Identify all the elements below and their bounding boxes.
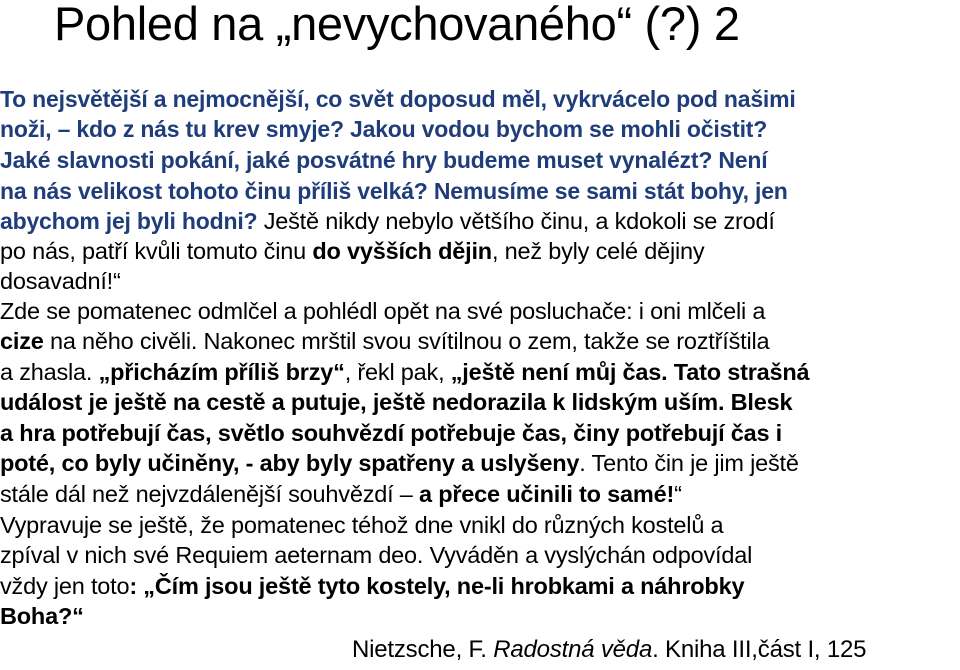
narration-line-10-text: vždy jen toto (0, 573, 130, 599)
quote-line-4: na nás velikost tohoto činu příliš velká? Nemusíme se sami stát bohy, jen (0, 178, 788, 204)
quote-line-6-text-b: , než byly celé dějiny (491, 238, 705, 264)
narration-line-7-text-a: stále dál než nejvzdálenější souhvězdí – (0, 481, 419, 507)
narration-line-2-text: na něho civěli. Nakonec mrštil svou svítilnou o zem, takže se roztříštila (43, 328, 770, 354)
page-title: Pohled na „nevychovaného“ (?) 2 (54, 0, 740, 50)
narration-line-10 (0, 573, 744, 600)
narration-line-7 (0, 481, 682, 508)
narration-line-3-bold-1: „přicházím příliš brzy“ (98, 359, 345, 385)
narration-line-3-bold-2: „ještě není můj čas. Tato strašná (450, 359, 810, 385)
narration-line-7-text-b: “ (674, 481, 682, 507)
narration-line-1: Zde se pomatenec odmlčel a pohlédl opět na své posluchače: i oni mlčeli a (0, 298, 766, 324)
quote-line-5-text: Ještě nikdy nebylo většího činu, a kdokoli se zrodí (257, 208, 775, 234)
narration-line-6 (0, 450, 799, 477)
narration-line-5: a hra potřebují čas, světlo souhvězdí potřebuje čas, činy potřebují čas i (0, 420, 783, 446)
narration-line-6-bold: poté, co byly učiněny, - aby byly spatřeny a uslyšeny (0, 450, 580, 476)
narration-line-3-text-a: a zhasla. (0, 359, 99, 385)
quote-line-3: Jaké slavnosti pokání, jaké posvátné hry budeme muset vynalézt? Není (0, 147, 768, 173)
narration-line-8: Vypravuje se ještě, že pomatenec téhož dne vnikl do různých kostelů a (0, 512, 724, 538)
citation (352, 636, 866, 664)
narration-line-7-bold: a přece učinili to samé! (419, 481, 675, 507)
narration-line-2-bold: cize (0, 328, 44, 354)
narration-line-3 (0, 359, 809, 386)
quote-line-5-emphasis: abychom jej byli hodni? (0, 208, 258, 234)
quote-line-6-text-a: po nás, patří kvůli tomuto činu (0, 238, 313, 264)
quote-line-1: To nejsvětější a nejmocnější, co svět doposud měl, vykrvácelo pod našimi (0, 86, 796, 112)
quote-line-2: noži, – kdo z nás tu krev smyje? Jakou vodou bychom se mohli očistit? (0, 116, 768, 142)
citation-work-title: Radostná věda (493, 636, 653, 663)
quote-line-6-bold: do vyšších dějin (312, 238, 492, 264)
narration-line-6-text: . Tento čin je jim ještě (579, 450, 799, 476)
quote-line-7: dosavadní!“ (0, 268, 121, 294)
narration-line-10-bold: : „Čím jsou ještě tyto kostely, ne-li hrobkami a náhrobky (129, 573, 745, 599)
citation-author: Nietzsche, F. (352, 636, 494, 663)
narration-line-9: zpíval v nich své Requiem aeternam deo. Vyváděn a vyslýchán odpovídal (0, 542, 753, 568)
citation-reference: . Kniha III,část I, 125 (652, 636, 867, 663)
quote-line-5 (0, 208, 775, 235)
narration-line-11: Boha?“ (0, 603, 84, 629)
quote-line-6 (0, 238, 704, 265)
narration-line-2 (0, 328, 769, 355)
narration-line-4: událost je ještě na cestě a putuje, ještě nedorazila k lidským uším. Blesk (0, 389, 793, 415)
narration-line-3-text-b: , řekl pak, (344, 359, 451, 385)
